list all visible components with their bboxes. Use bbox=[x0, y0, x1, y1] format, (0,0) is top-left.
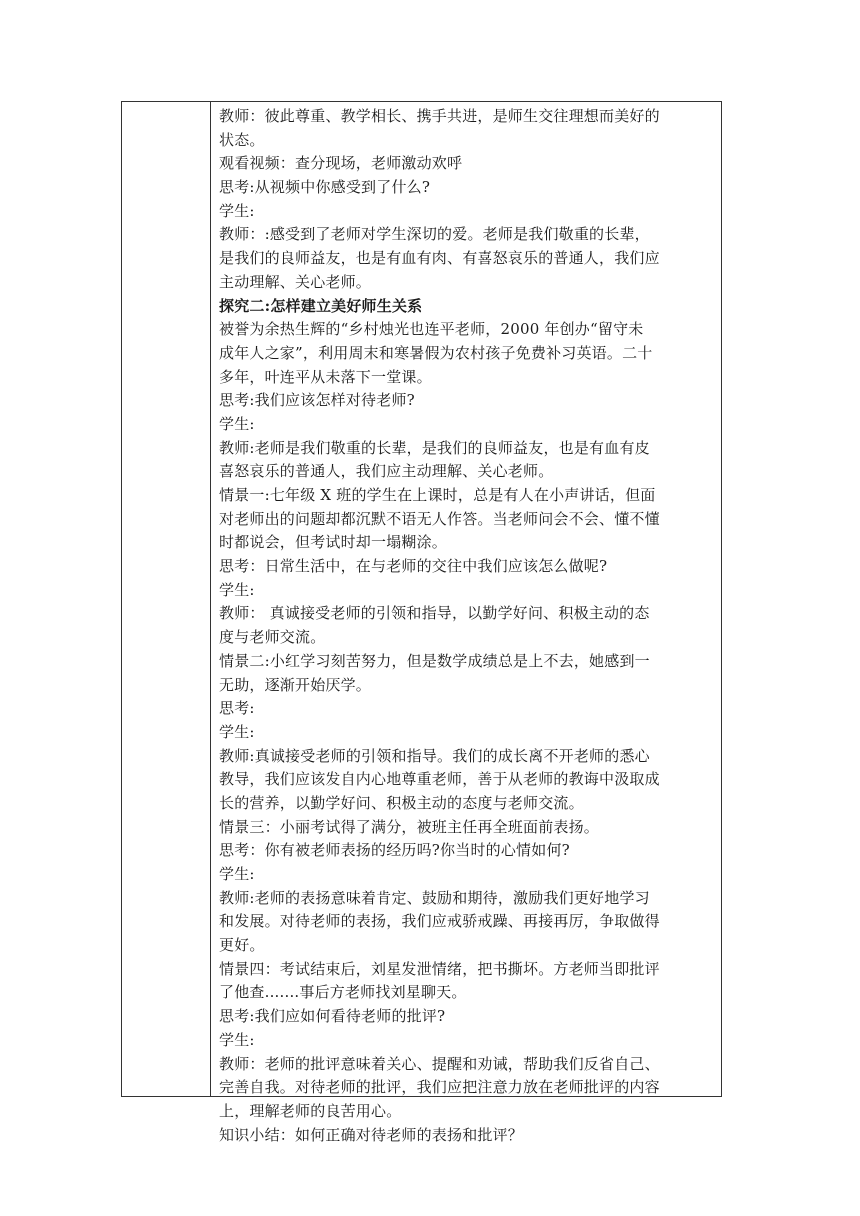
text-line: 观看视频：查分现场，老师激动欢呼 bbox=[219, 154, 463, 173]
text-line: 学生: bbox=[219, 865, 255, 883]
text-line: 教师： 真诚接受老师的引领和指导，以勤学好问、积极主动的态 bbox=[219, 604, 650, 623]
text-line: 教师:老师是我们敬重的长辈，是我们的良师益友，也是有血有皮 bbox=[219, 438, 650, 457]
text-line: 教师:老师的表扬意味着肯定、鼓励和期待，激励我们更好地学习 bbox=[219, 888, 650, 907]
text-line: 情景二:小红学习刻苦努力，但是数学成绩总是上不去，她感到一 bbox=[219, 651, 650, 670]
text-line: 无助，逐渐开始厌学。 bbox=[219, 675, 372, 694]
text-line: 主动理解、关心老师。 bbox=[219, 272, 372, 291]
lesson-table bbox=[121, 101, 722, 1144]
text-line: 思考: bbox=[219, 699, 255, 718]
text-line: 上，理解老师的良苦用心。 bbox=[219, 1101, 402, 1120]
text-line: 学生: bbox=[219, 1030, 255, 1049]
text-line: 了他查.......事后方老师找刘星聊天。 bbox=[219, 983, 467, 1002]
text-line: 和发展。对待老师的表扬，我们应戒骄戒躁、再接再厉，争取做得 bbox=[219, 912, 660, 931]
text-line: 学生: bbox=[219, 414, 255, 433]
text-line: 思考:从视频中你感受到了什么? bbox=[219, 178, 431, 197]
text-line: 教师:真诚接受老师的引领和指导。我们的成长离不开老师的悉心 bbox=[219, 746, 650, 765]
text-line: 度与老师交流。 bbox=[219, 628, 326, 647]
text-line: 时都说会，但考试时却一塌糊涂。 bbox=[219, 533, 448, 552]
text-line: 被誉为余热生辉的“乡村烛光也连平老师，2000 年创办“留守未 bbox=[219, 320, 644, 339]
text-line: 思考：日常生活中，在与老师的交往中我们应该怎么做呢? bbox=[219, 557, 608, 576]
text-line: 思考：你有被老师表扬的经历吗?你当时的心情如何? bbox=[219, 841, 570, 860]
text-line: 知识小结：如何正确对待老师的表扬和批评？ bbox=[219, 1125, 524, 1144]
text-line: 状态。 bbox=[219, 130, 265, 149]
text-line: 对老师出的问题却都沉默不语无人作答。当老师问会不会、懂不懂 bbox=[219, 509, 660, 528]
text-line: 教导，我们应该发自内心地尊重老师，善于从老师的教诲中汲取成 bbox=[219, 770, 660, 789]
text-line: 喜怒哀乐的普通人，我们应主动理解、关心老师。 bbox=[219, 462, 554, 481]
text-line: 情景四：考试结束后，刘星发泄情绪，把书撕坏。方老师当即批评 bbox=[219, 959, 660, 978]
table-left-cell bbox=[122, 102, 211, 1096]
text-line: 教师：彼此尊重、教学相长、携手共进，是师生交往理想而美好的 bbox=[219, 107, 660, 125]
text-line: 是我们的良师益友，也是有血有肉、有喜怒哀乐的普通人，我们应 bbox=[219, 249, 660, 268]
text-line: 成年人之家”，利用周末和寒暑假为农村孩子免费补习英语。二十 bbox=[219, 343, 653, 362]
text-line: 完善自我。对待老师的批评，我们应把注意力放在老师批评的内容 bbox=[219, 1078, 660, 1097]
table-content-cell bbox=[211, 102, 721, 1144]
text-line: 学生: bbox=[219, 580, 255, 599]
text-line: 多年，叶连平从未落下一堂课。 bbox=[219, 367, 432, 386]
text-line: 学生: bbox=[219, 722, 255, 741]
text-line: 学生: bbox=[219, 201, 255, 220]
text-line: 思考:我们应如何看待老师的批评? bbox=[219, 1007, 446, 1026]
section-heading: 探究二:怎样建立美好师生关系 bbox=[219, 296, 423, 315]
text-line: 教师：:感受到了老师对学生深切的爱。老师是我们敬重的长辈， bbox=[219, 225, 650, 244]
text-line: 更好。 bbox=[219, 936, 265, 955]
text-line: 教师：老师的批评意味着关心、提醒和劝诫，帮助我们反省自己、 bbox=[219, 1054, 660, 1073]
text-line: 情景一:七年级 X 班的学生在上课时，总是有人在小声讲话，但面 bbox=[219, 486, 656, 504]
text-line: 长的营养，以勤学好问、积极主动的态度与老师交流。 bbox=[219, 793, 584, 812]
text-line: 情景三：小丽考试得了满分，被班主任再全班面前表扬。 bbox=[219, 817, 600, 836]
text-line: 思考:我们应该怎样对待老师? bbox=[219, 391, 415, 410]
